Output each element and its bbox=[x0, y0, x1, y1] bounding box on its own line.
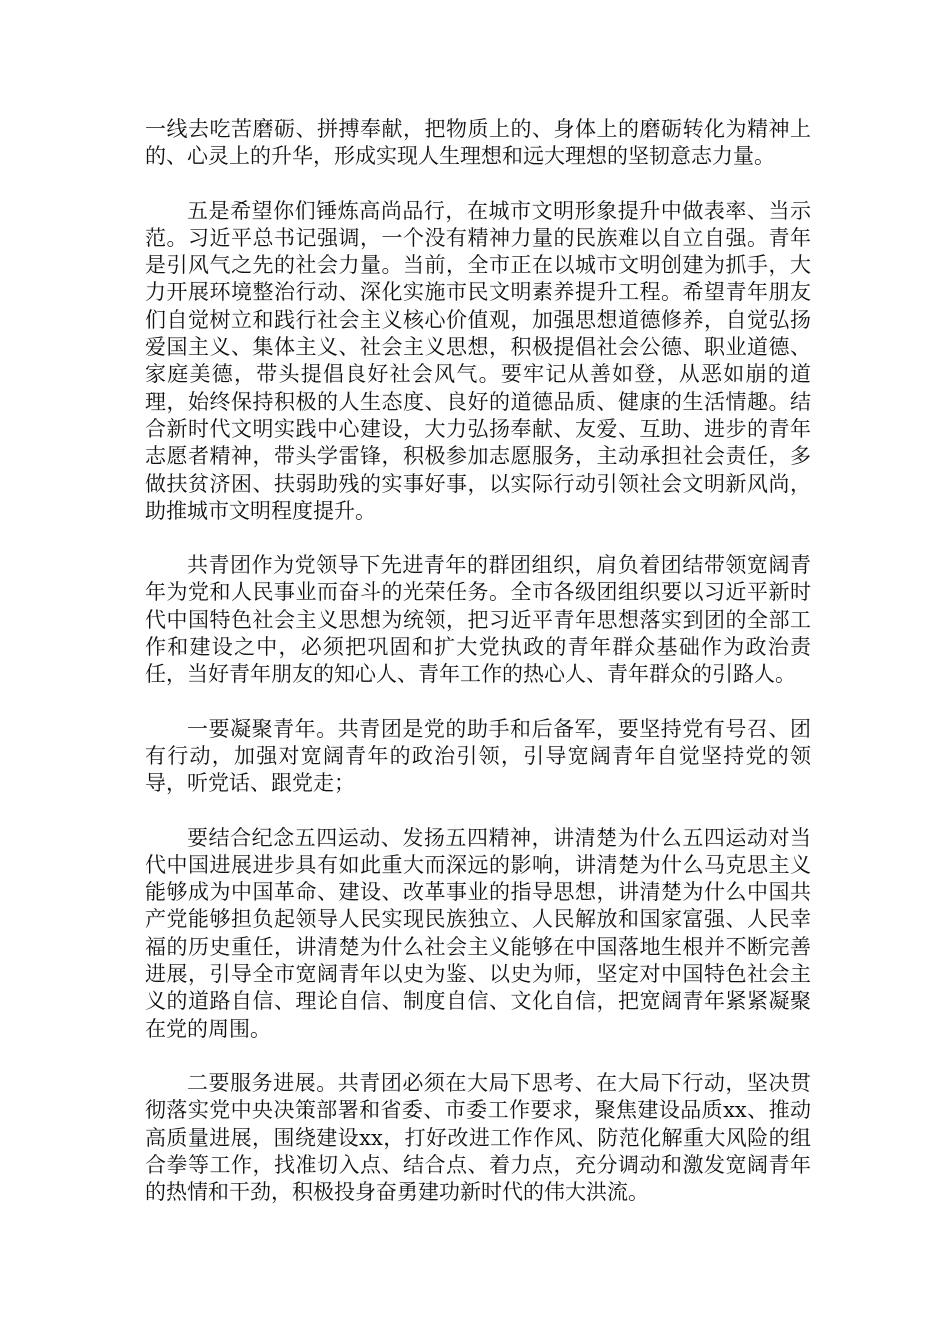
paragraph-5: 要结合纪念五四运动、发扬五四精神，讲清楚为什么五四运动对当代中国进展进步具有如此重大而深远的影响，讲清楚为什么马克思主义能够成为中国革命、建设、改革事业的指导思想，讲清楚为什么中国共产党能够担负起领导人民实现民族独立、人民解放和国家富强、人民幸福的历史重任，讲清楚为什么社会主义能够在中国落地生根并不断完善进展，引导全市宽阔青年以史为鉴、以史为师，坚定对中国特色社会主义的道路自信、理论自信、制度自信、文化自信，把宽阔青年紧紧凝聚在党的周围。 bbox=[145, 825, 811, 1041]
document-body bbox=[145, 116, 811, 1206]
paragraph-6: 二要服务进展。共青团必须在大局下思考、在大局下行动，坚决贯彻落实党中央决策部署和省委、市委工作要求，聚焦建设品质xx、推动高质量进展，围绕建设xx，打好改进工作作风、防范化解重大风险的组合拳等工作，找准切入点、结合点、着力点，充分调动和激发宽阔青年的热情和干劲，积极投身奋勇建功新时代的伟大洪流。 bbox=[145, 1070, 811, 1205]
paragraph-1: 一线去吃苦磨砺、拼搏奉献，把物质上的、身体上的磨砺转化为精神上的、心灵上的升华，形成实现人生理想和远大理想的坚韧意志力量。 bbox=[145, 117, 811, 169]
paragraph-3: 共青团作为党领导下先进青年的群团组织，肩负着团结带领宽阔青年为党和人民事业而奋斗的光荣任务。全市各级团组织要以习近平新时代中国特色社会主义思想为统领，把习近平青年思想落实到团的全部工作和建设之中，必须把巩固和扩大党执政的青年群众基础作为政治责任，当好青年朋友的知心人、青年工作的热心人、青年群众的引路人。 bbox=[145, 553, 811, 687]
paragraph-2: 五是希望你们锤炼高尚品行，在城市文明形象提升中做表率、当示范。习近平总书记强调，一个没有精神力量的民族难以自立自强。青年是引风气之先的社会力量。当前，全市正在以城市文明创建为抓手，大力开展环境整治行动、深化实施市民文明素养提升工程。希望青年朋友们自觉树立和践行社会主义核心价值观，加强思想道德修养，自觉弘扬爱国主义、集体主义、社会主义思想，积极提倡社会公德、职业道德、家庭美德，带头提倡良好社会风气。要牢记从善如登，从恶如崩的道理，始终保持积极的人生态度、良好的道德品质、健康的生活情趣。结合新时代文明实践中心建设，大力弘扬奉献、友爱、互助、进步的青年志愿者精神，带头学雷锋，积极参加志愿服务，主动承担社会责任，多做扶贫济困、扶弱助残的实事好事，以实际行动引领社会文明新风尚，助推城市文明程度提升。 bbox=[145, 198, 811, 523]
paragraph-4: 一要凝聚青年。共青团是党的助手和后备军，要坚持党有号召、团有行动，加强对宽阔青年的政治引领，引导宽阔青年自觉坚持党的领导，听党话、跟党走； bbox=[145, 716, 811, 796]
